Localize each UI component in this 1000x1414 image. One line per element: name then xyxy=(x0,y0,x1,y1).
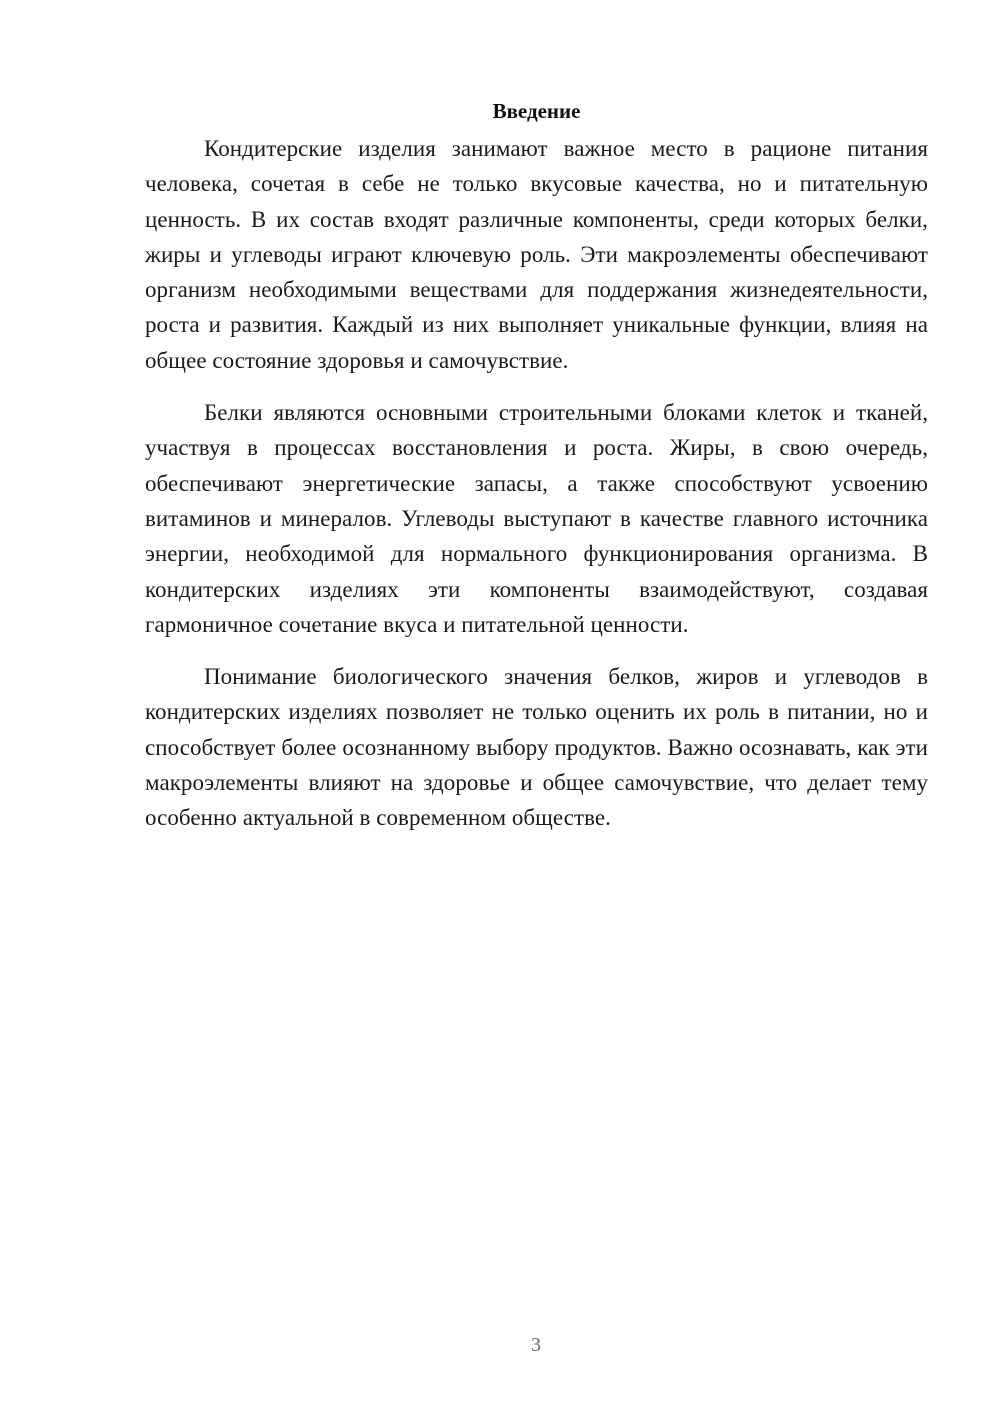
paragraph-macronutrients: Белки являются основными строительными блоками клеток и тканей, участвуя в процессах восстановления и роста. Жиры, в свою очередь, обеспечивают энергетические запасы, а также способствуют усвоению витаминов и минералов. Углеводы выступают в качестве главного источника энергии, необходимой для нормального функционирования организма. В кондитерских изделиях эти компоненты взаимодействуют, создавая гармоничное сочетание вкуса и питательной ценности. xyxy=(145,400,928,637)
paragraph-intro: Кондитерские изделия занимают важное место в рационе питания человека, сочетая в себе не только вкусовые качества, но и питательную ценность. В их состав входят различные компоненты, среди которых белки, жиры и углеводы играют ключевую роль. Эти макроэлементы обеспечивают организм необходимыми веществами для поддержания жизнедеятельности, роста и развития. Каждый из них выполняет уникальные функции, влияя на общее состояние здоровья и самочувствие. xyxy=(145,136,928,373)
document-page xyxy=(145,96,928,836)
section-heading: Введение xyxy=(492,99,581,123)
paragraph-significance: Понимание биологического значения белков, жиров и углеводов в кондитерских изделиях позволяет не только оценить их роль в питании, но и способствует более осознанному выбору продуктов. Важно осознавать, как эти макроэлементы влияют на здоровье и общее самочувствие, что делает тему особенно актуальной в современном обществе. xyxy=(145,664,928,831)
page-number: 3 xyxy=(531,1334,541,1356)
